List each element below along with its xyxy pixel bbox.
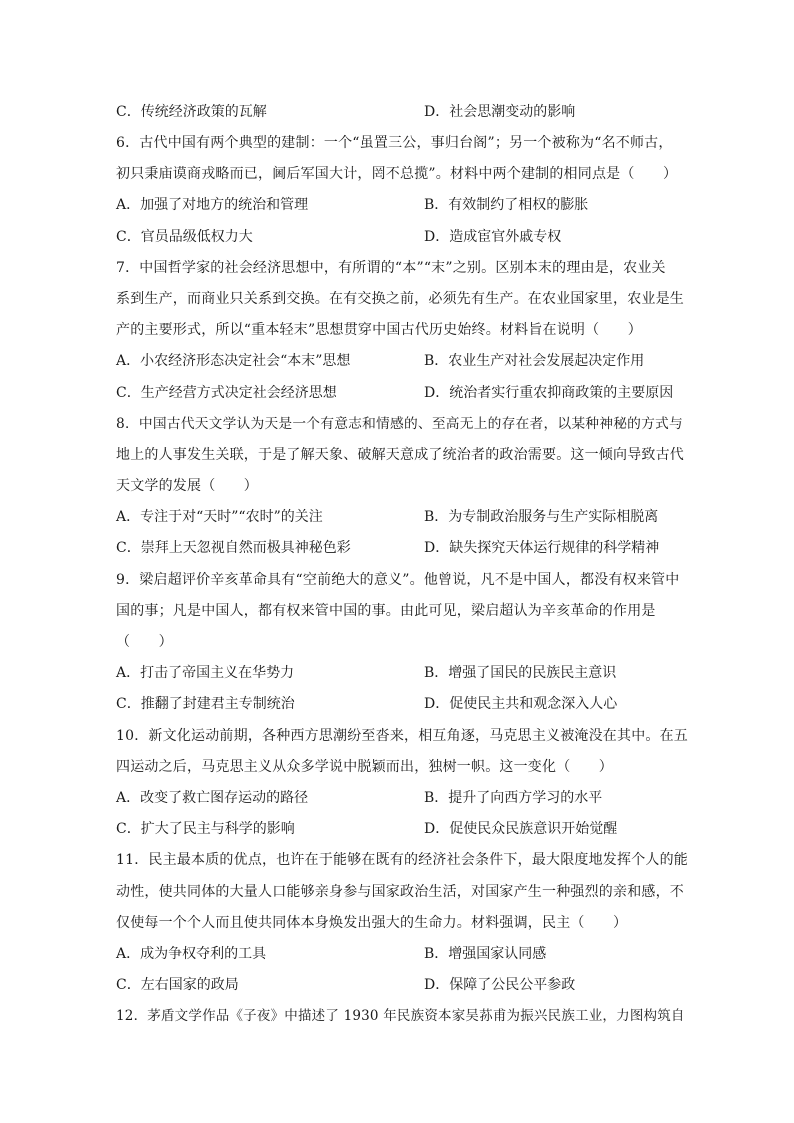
question-12-line-1: 12．茅盾文学作品《子夜》中描述了 1930 年民族资本家吴荪甫为振兴民族工业，力图构筑自 (116, 1008, 685, 1024)
option-a-q9: A．打击了帝国主义在华势力 (116, 665, 295, 681)
option-a-q10: A．改变了救亡图存运动的路径 (116, 790, 309, 806)
option-d-q7: D．统治者实行重农抑商政策的主要原因 (424, 385, 674, 401)
question-11-line-2: 动性，使共同体的大量人口能够亲身参与国家政治生活，对国家产生一种强烈的亲和感，不 (116, 884, 684, 900)
question-7-line-1: 7．中国哲学家的社会经济思想中，有所谓的“本”“末”之别。区别本末的理由是，农业关 (116, 260, 666, 276)
option-a-q8: A．专注于对“天时”“农时”的关注 (116, 509, 323, 525)
option-c-q6: C．官员品级低权力大 (116, 229, 253, 245)
question-8-line-2: 地上的人事发生关联，于是了解天象、破解天意成了统治者的政治需要。这一倾向导致古代 (116, 447, 684, 463)
option-c-q9: C．推翻了封建君主专制统治 (116, 696, 295, 712)
option-b-q11: B．增强国家认同感 (424, 946, 547, 962)
option-d-q6: D．造成宦官外戚专权 (424, 229, 562, 245)
question-11-line-3: 仅使每一个个人而且使共同体本身焕发出强大的生命力。材料强调，民主（ ） (116, 915, 628, 931)
question-7-line-3: 产的主要形式，所以“重本轻末”思想贯穿中国古代历史始终。材料旨在说明（ ） (116, 322, 642, 338)
option-b-q7: B．农业生产对社会发展起决定作用 (424, 353, 645, 369)
option-c-q7: C．生产经营方式决定社会经济思想 (116, 385, 337, 401)
question-6-line-2: 初只秉庙谟商戎略而已，阃后军国大计，罔不总揽”。材料中两个建制的相同点是（ ） (116, 166, 678, 182)
question-11-line-1: 11．民主最本质的优点，也许在于能够在既有的经济社会条件下，最大限度地发挥个人的能 (116, 852, 689, 868)
question-10-line-1: 10．新文化运动前期，各种西方思潮纷至沓来，相互角逐，马克思主义被淹没在其中。在五 (116, 728, 689, 744)
option-b-q9: B．增强了国民的民族民主意识 (424, 665, 617, 681)
option-c-q10: C．扩大了民主与科学的影响 (116, 821, 295, 837)
option-a-q11: A．成为争权夺利的工具 (116, 946, 267, 962)
option-d-q9: D．促使民主共和观念深入人心 (424, 696, 618, 712)
option-d-q10: D．促使民众民族意识开始觉醒 (424, 821, 618, 837)
question-8-line-3: 天文学的发展（ ） (116, 478, 258, 494)
question-7-line-2: 系到生产，而商业只关系到交换。在有交换之前，必须先有生产。在农业国家里，农业是生 (116, 291, 684, 307)
option-c-q8: C．崇拜上天忽视自然而极具神秘色彩 (116, 540, 351, 556)
question-9-line-1: 9．梁启超评价辛亥革命具有“空前绝大的意义”。他曾说，凡不是中国人，都没有权来管中 (116, 572, 680, 588)
option-d-q5: D．社会思潮变动的影响 (424, 104, 576, 120)
option-d-q11: D．保障了公民公平参政 (424, 977, 576, 993)
question-9-line-2: 国的事；凡是中国人，都有权来管中国的事。由此可见，梁启超认为辛亥革命的作用是 (116, 603, 656, 619)
option-c-q11: C．左右国家的政局 (116, 977, 239, 993)
option-c-q5: C．传统经济政策的瓦解 (116, 104, 267, 120)
question-10-line-2: 四运动之后，马克思主义从众多学说中脱颖而出，独树一帜。这一变化（ ） (116, 759, 613, 775)
option-b-q8: B．为专制政治服务与生产实际相脱离 (424, 509, 659, 525)
question-8-line-1: 8．中国古代天文学认为天是一个有意志和情感的、至高无上的存在者，以某种神秘的方式与 (116, 416, 683, 432)
option-a-q6: A．加强了对地方的统治和管理 (116, 197, 309, 213)
option-b-q6: B．有效制约了相权的膨胀 (424, 197, 589, 213)
option-a-q7: A．小农经济形态决定社会“本末”思想 (116, 353, 351, 369)
question-6-line-1: 6．古代中国有两个典型的建制：一个“虽置三公，事归台阁”；另一个被称为“名不师古， (116, 135, 673, 151)
option-d-q8: D．缺失探究天体运行规律的科学精神 (424, 540, 660, 556)
question-9-line-3: （ ） (116, 634, 173, 650)
option-b-q10: B．提升了向西方学习的水平 (424, 790, 603, 806)
